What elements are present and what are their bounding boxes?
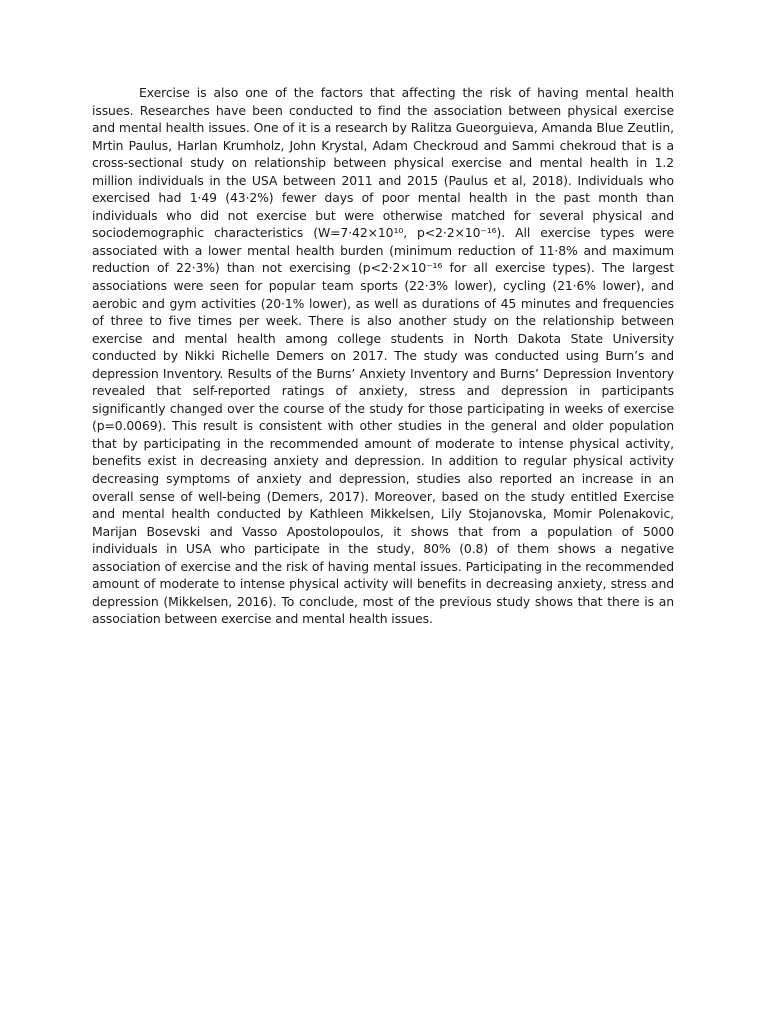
paragraph: Exercise is also one of the factors that affecting the risk of having mental health issues. Researches have been conducted to find the association between physical exercise and mental health issues. One of it is a research by Ralitza Gueorguieva, Amanda Blue Zeutlin, Mrtin Paulus, Harlan Krumholz, John Krystal, Adam Checkroud and Sammi chekroud that is a cross-sectional study on relationship between physical exercise and mental health in 1.2 million individuals in the USA between 2011 and 2015 (Paulus et al, 2018). Individuals who exercised had 1·49 (43·2%) fewer days of poor mental health in the past month than individuals who did not exercise but were otherwise matched for several physical and sociodemographic characteristics (W=7·42×10¹⁰, p<2·2×10⁻¹⁶). All exercise types were associated with a lower mental health burden (minimum reduction of 11·8% and maximum reduction of 22·3%) than not exercising (p<2·2×10⁻¹⁶ for all exercise types). The largest associations were seen for popular team sports (22·3% lower), cycling (21·6% lower), and aerobic and gym activities (20·1% lower), as well as durations of 45 minutes and frequencies of three to five times per week. There is also another study on the relationship between exercise and mental health among college students in North Dakota State University conducted by Nikki Richelle Demers on 2017. The study was conducted using Burn’s and depression Inventory. Results of the Burns’ Anxiety Inventory and Burns’ Depression Inventory revealed that self-reported ratings of anxiety, stress and depression in participants significantly changed over the course of the study for those participating in weeks of exercise (p=0.0069). This result is consistent with other studies in the general and older population that by participating in the recommended amount of moderate to intense physical activity, benefits exist in decreasing anxiety and depression. In addition to regular physical activity decreasing symptoms of anxiety and depression, studies also reported an increase in an overall sense of well-being (Demers, 2017). Moreover, based on the study entitled Exercise and mental health conducted by Kathleen Mikkelsen, Lily Stojanovska, Momir Polenakovic, Marijan Bosevski and Vasso Apostolopoulos, it shows that from a population of 5000 individuals in USA who participate in the study, 80% (0.8) of them shows a negative association of exercise and the risk of having mental issues. Participating in the recommended amount of moderate to intense physical activity will benefits in decreasing anxiety, stress and depression (Mikkelsen, 2016). To conclude, most of the previous study shows that there is an association between exercise and mental health issues. bbox=[92, 85, 674, 627]
body-text bbox=[92, 84, 674, 628]
